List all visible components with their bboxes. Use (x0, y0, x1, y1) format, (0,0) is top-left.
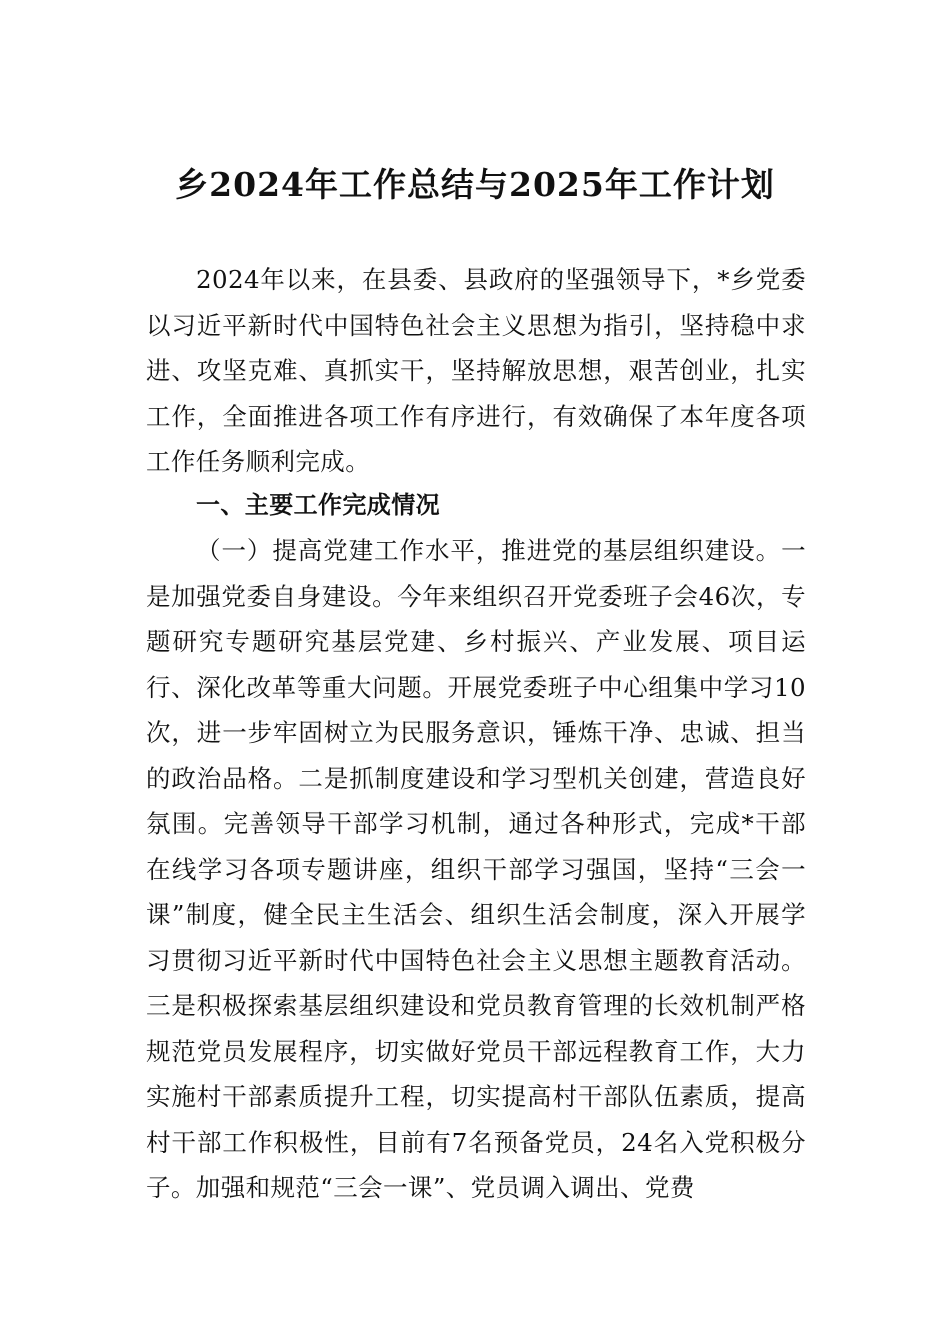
subsection-heading-party-building: （一）提高党建工作水平，推进党的基层组织建设。 (196, 536, 782, 565)
section-paragraph-party-building (146, 528, 806, 1211)
subsection-body-party-building: 一是加强党委自身建设。今年来组织召开党委班子会46次，专题研究专题研究基层党建、乡村振兴、产业发展、项目运行、深化改革等重大问题。开展党委班子中心组集中学习10次，进一步牢固树立为民服务意识，锤炼干净、忠诚、担当的政治品格。二是抓制度建设和学习型机关创建，营造良好氛围。完善领导干部学习机制，通过各种形式，完成*干部在线学习各项专题讲座，组织干部学习强国，坚持“三会一课”制度，健全民主生活会、组织生活会制度，深入开展学习贯彻习近平新时代中国特色社会主义思想主题教育活动。三是积极探索基层组织建设和党员教育管理的长效机制严格规范党员发展程序，切实做好党员干部远程教育工作，大力实施村干部素质提升工程，切实提高村干部队伍素质，提高村干部工作积极性，目前有7名预备党员，24名入党积极分子。加强和规范“三会一课”、党员调入调出、党费 (146, 536, 806, 1202)
section-heading-main-work: 一、主要工作完成情况 (196, 491, 440, 519)
document-title: 乡2024年工作总结与2025年工作计划 (175, 165, 775, 204)
intro-paragraph: 2024年以来，在县委、县政府的坚强领导下，*乡党委以习近平新时代中国特色社会主义思想为指引，坚持稳中求进、攻坚克难、真抓实干，坚持解放思想，艰苦创业，扎实工作，全面推进各项工作有序进行，有效确保了本年度各项工作任务顺利完成。 (146, 265, 806, 476)
